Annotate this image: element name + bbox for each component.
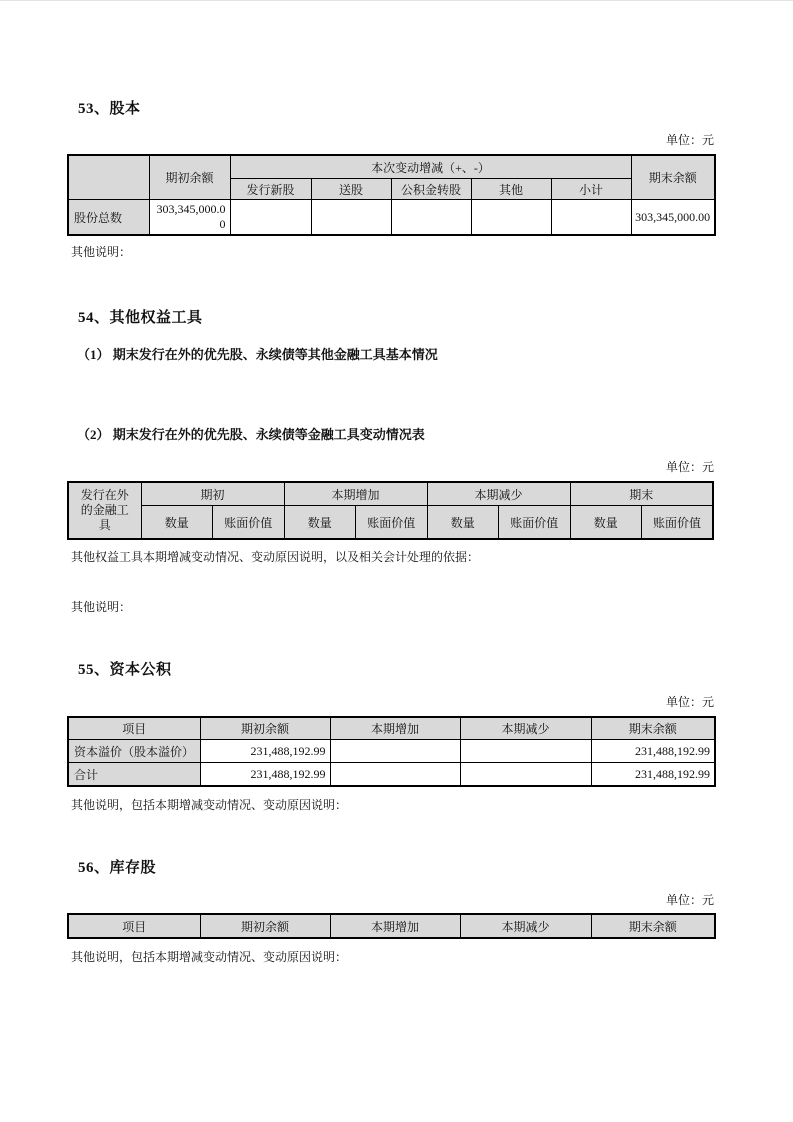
col-header-value-ending: 账面价值 [642, 506, 714, 540]
cell-initial: 231,488,192.99 [200, 740, 330, 763]
other-equity-instruments-table [67, 481, 714, 540]
col-header-bonus-shares: 送股 [311, 179, 391, 200]
col-group-increase: 本期增加 [284, 482, 427, 506]
treasury-stock-table [67, 913, 716, 939]
section-56-heading: 56、库存股 [78, 860, 157, 876]
col-header-subtotal: 小计 [551, 179, 631, 200]
col-header-qty-decrease: 数量 [427, 506, 499, 540]
cell-increase [330, 740, 460, 763]
col-group-ending: 期末 [570, 482, 713, 506]
table-row-capital-premium [68, 740, 715, 763]
col-header-qty-increase: 数量 [284, 506, 356, 540]
col-header-ending-balance: 期末余额 [591, 914, 715, 938]
col-header-qty-beginning: 数量 [141, 506, 213, 540]
cell-initial-balance: 303,345,000.00 [149, 200, 230, 236]
cell-ending: 231,488,192.99 [591, 740, 715, 763]
col-header-ending-balance: 期末余额 [591, 717, 715, 740]
col-header-item: 项目 [68, 717, 200, 740]
col-header-initial-balance: 期初余额 [200, 717, 330, 740]
capital-reserve-table [67, 716, 716, 787]
corner-cell [68, 155, 149, 200]
section-55-heading: 55、资本公积 [78, 662, 172, 678]
col-header-decrease: 本期减少 [460, 717, 591, 740]
cell-other [471, 200, 551, 236]
col-header-reserve-to-shares: 公积金转股 [391, 179, 471, 200]
cell-bonus-shares [311, 200, 391, 236]
note-change-explanation-54: 其他权益工具本期增减变动情况、变动原因说明，以及相关会计处理的依据： [71, 550, 480, 564]
col-header-qty-ending: 数量 [570, 506, 642, 540]
unit-label-53: 单位：元 [665, 133, 714, 147]
unit-label-54: 单位：元 [665, 460, 714, 474]
cell-initial: 231,488,192.99 [200, 763, 330, 787]
unit-label-56: 单位：元 [665, 893, 714, 907]
row-label-total: 合计 [68, 763, 200, 787]
col-header-ending-balance: 期末余额 [631, 155, 715, 200]
subsection-54-1-heading: （1） 期末发行在外的优先股、永续债等其他金融工具基本情况 [77, 347, 438, 362]
col-header-initial-balance: 期初余额 [149, 155, 230, 200]
row-label-total-shares: 股份总数 [68, 200, 149, 236]
subsection-54-2-heading: （2） 期末发行在外的优先股、永续债等金融工具变动情况表 [77, 427, 425, 442]
col-group-current-change: 本次变动增减（+、-） [230, 155, 631, 179]
note-other-notes-53: 其他说明： [71, 245, 132, 259]
note-other-notes-56: 其他说明，包括本期增减变动情况、变动原因说明： [71, 950, 348, 964]
page-content [0, 99, 793, 965]
col-header-value-decrease: 账面价值 [499, 506, 571, 540]
col-header-initial-balance: 期初余额 [200, 914, 330, 938]
col-group-decrease: 本期减少 [427, 482, 570, 506]
col-header-increase: 本期增加 [330, 717, 460, 740]
row-label-capital-premium: 资本溢价（股本溢价） [68, 740, 200, 763]
cell-increase [330, 763, 460, 787]
cell-new-issue [230, 200, 311, 236]
cell-reserve-to-shares [391, 200, 471, 236]
cell-decrease [460, 740, 591, 763]
note-other-notes-55: 其他说明，包括本期增减变动情况、变动原因说明： [71, 798, 348, 812]
section-54-heading: 54、其他权益工具 [78, 310, 203, 326]
col-header-outstanding-instruments: 发行在外的金融工具 [68, 482, 141, 539]
col-header-other: 其他 [471, 179, 551, 200]
cell-ending: 231,488,192.99 [591, 763, 715, 787]
unit-label-55: 单位：元 [665, 695, 714, 709]
col-header-value-beginning: 账面价值 [213, 506, 285, 540]
cell-subtotal [551, 200, 631, 236]
col-header-decrease: 本期减少 [460, 914, 591, 938]
col-header-value-increase: 账面价值 [356, 506, 428, 540]
col-group-beginning: 期初 [141, 482, 284, 506]
table-row-total [68, 763, 715, 787]
note-other-notes-54: 其他说明： [71, 600, 132, 614]
col-header-increase: 本期增加 [330, 914, 460, 938]
cell-decrease [460, 763, 591, 787]
cell-ending-balance: 303,345,000.00 [631, 200, 715, 236]
share-capital-table [67, 154, 716, 236]
section-53-heading: 53、股本 [78, 101, 141, 117]
col-header-item: 项目 [68, 914, 200, 938]
col-header-new-issue: 发行新股 [230, 179, 311, 200]
table-row-total-shares [68, 200, 715, 236]
